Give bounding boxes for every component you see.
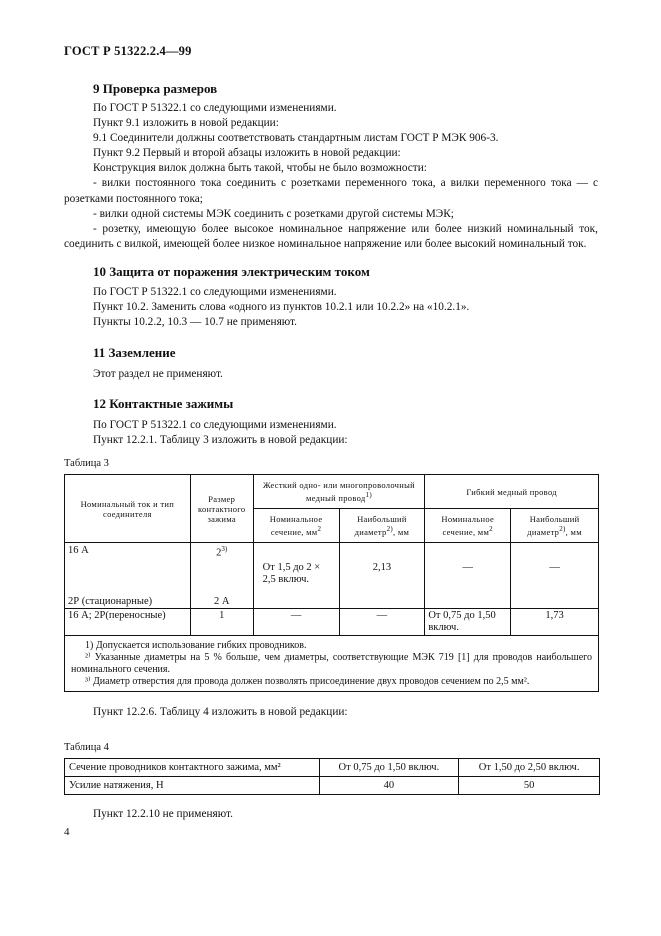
paragraph: - вилки одной системы МЭК соединить с розетками другой системы МЭК; [93, 207, 454, 220]
cell-rigid-diameter: — [339, 609, 425, 636]
header-rigid-diameter: Наибольший диаметр$^{2)}$, мм [339, 509, 425, 543]
header-flex-diameter: Наибольший диаметр$^{2)}$, мм [511, 509, 599, 543]
paragraph: По ГОСТ Р 51322.1 со следующими изменениями. [93, 419, 337, 431]
paragraph: Пункты 10.2.2, 10.3 — 10.7 не применяют. [93, 316, 297, 329]
paragraph: - розетку, имеющую более высокое номинальное напряжение или более низкий номинальный ток, соединить с вилкой, имеющей более низкое номинальное напряжение или более высокий номинальный ток. [64, 222, 598, 250]
cell-terminal-size: 1 [190, 609, 253, 636]
section-12-title: 12 Контактные зажимы [93, 396, 234, 411]
cell-value: 50 [459, 777, 600, 795]
paragraph: Этот раздел не применяют. [93, 368, 223, 380]
table-notes [65, 636, 599, 692]
cell-value: От 1,50 до 2,50 включ. [459, 759, 600, 777]
cell-terminal-size: 2$^{3)}$ 2 А [190, 543, 253, 609]
cell-flex-section: От 0,75 до 1,50 включ. [425, 609, 511, 636]
paragraph: Конструкция вилок должна быть такой, чтобы не было возможности: [93, 162, 427, 175]
header-flexible-wire: Гибкий медный провод [425, 475, 599, 509]
table-4 [64, 758, 600, 795]
paragraph: - вилки постоянного тока соединить с розетками переменного тока, а вилки переменного тока — с розетками постоянного тока; [64, 177, 598, 205]
paragraph-12-2-10: Пункт 12.2.10 не применяют. [93, 808, 233, 820]
table-notes-row [65, 636, 599, 692]
section-12-body [64, 418, 598, 448]
table-row [65, 543, 599, 609]
header-rigid-section: Номинальное сечение, $мм^2$ [253, 509, 339, 543]
table-header-row [65, 475, 599, 509]
cell-flex-diameter: 1,73 [511, 609, 599, 636]
standard-header: ГОСТ Р 51322.2.4—99 [64, 44, 192, 58]
paragraph: Пункт 9.1 изложить в новой редакции: [93, 117, 279, 130]
paragraph: По ГОСТ Р 51322.1 со следующими изменениями. [93, 286, 337, 298]
paragraph: Пункт 12.2.1. Таблицу 3 изложить в новой редакции: [93, 434, 348, 447]
cell-rigid-section: — [253, 609, 339, 636]
header-current-type: Номинальный ток и тип соединителя [65, 475, 191, 543]
header-terminal-size: Размер контактного зажима [190, 475, 253, 543]
paragraph: По ГОСТ Р 51322.1 со следующими изменениями. [93, 102, 337, 114]
cell-label: Усилие натяжения, Н [65, 777, 320, 795]
cell-rigid-section: От 1,5 до 2 × 2,5 включ. [253, 543, 339, 609]
paragraph: Пункт 10.2. Заменить слова «одного из пунктов 10.2.1 или 10.2.2» на «10.2.1». [93, 301, 470, 314]
cell-flex-section: — [425, 543, 511, 609]
section-9-body [64, 101, 598, 252]
cell-rigid-diameter: 2,13 [339, 543, 425, 609]
section-11-title: 11 Заземление [93, 345, 176, 360]
table-row [65, 777, 600, 795]
header-rigid-wire: Жесткий одно- или многопроволочный медный провод$^{1)}$ [253, 475, 425, 509]
cell-label: Сечение проводников контактного зажима, мм² [65, 759, 320, 777]
table-note: 1) Допускается использование гибких проводников. [85, 640, 307, 651]
table-row [65, 609, 599, 636]
section-11-body [64, 367, 598, 382]
cell-flex-diameter: — [511, 543, 599, 609]
paragraph: Пункт 9.2 Первый и второй абзацы изложить в новой редакции: [93, 147, 401, 160]
cell-current-type: 16 А; 2Р(переносные) [65, 609, 191, 636]
section-10-title: 10 Защита от поражения электрическим током [93, 264, 370, 279]
section-9-title: 9 Проверка размеров [93, 81, 218, 96]
table-3 [64, 474, 599, 692]
paragraph-12-2-6: Пункт 12.2.6. Таблицу 4 изложить в новой редакции: [93, 706, 348, 718]
table-4-caption: Таблица 4 [64, 742, 109, 753]
section-10-body [64, 285, 598, 330]
table-note: ³⁾ Диаметр отверстия для провода должен позволять присоединение двух проводов сечением по 2,5 мм². [85, 676, 530, 687]
table-note: ²⁾ Указанные диаметры на 5 % больше, чем диаметры, соответствующие МЭК 719 [1] для проводов наибольшего номинального сечения. [71, 652, 592, 675]
cell-value: От 0,75 до 1,50 включ. [319, 759, 459, 777]
header-flex-section: Номинальное сечение, $мм^2$ [425, 509, 511, 543]
paragraph: 9.1 Соединители должны соответствовать стандартным листам ГОСТ Р МЭК 906-3. [93, 132, 499, 145]
table-row [65, 759, 600, 777]
cell-current-type: 16 А 2Р (стационарные) [65, 543, 191, 609]
cell-value: 40 [319, 777, 459, 795]
table-3-caption: Таблица 3 [64, 458, 109, 469]
page-number: 4 [64, 826, 70, 838]
